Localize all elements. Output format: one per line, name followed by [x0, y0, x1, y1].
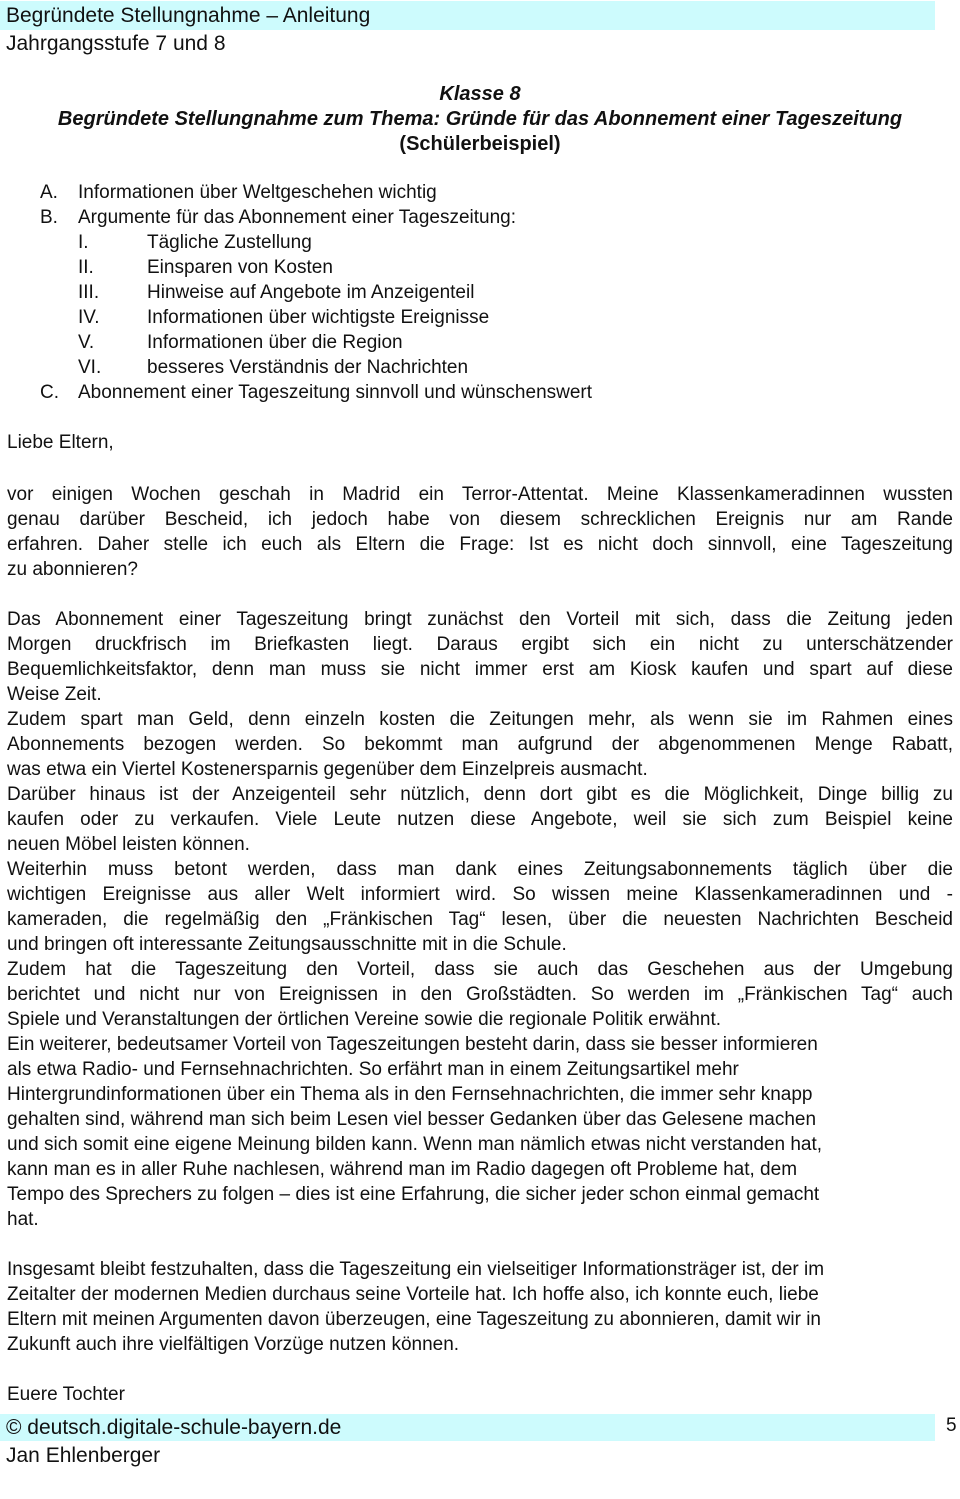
paragraph-gap: [7, 582, 953, 607]
outline-marker: II.: [78, 257, 94, 278]
outline-item: [0, 230, 960, 255]
outline-text: Informationen über Weltgeschehen wichtig: [78, 182, 437, 203]
outline-text: besseres Verständnis der Nachrichten: [147, 357, 469, 378]
outline-marker: I.: [78, 232, 89, 253]
paragraph: [7, 482, 953, 582]
outline-marker: V.: [78, 332, 95, 353]
text-line: Bequemlichkeitsfaktor, denn man muss sie nicht immer erst am Kiosk kaufen und spart auf diese: [7, 659, 953, 680]
text-line: Abonnements bezogen werden. So bekommt man aufgrund der abgenommenen Menge Rabatt,: [7, 734, 953, 755]
text-line: zu abonnieren?: [7, 559, 138, 580]
outline-item: [0, 380, 960, 405]
outline-item: [0, 305, 960, 330]
text-line: Zeitalter der modernen Medien durchaus seine Vorteile hat. Ich hoffe also, ich konnte euch, liebe: [7, 1284, 819, 1305]
text-line: kameraden, die regelmäßig den „Fränkischen Tag“ lesen, über die neuesten Nachrichten Bescheid: [7, 909, 953, 930]
heading-class: Klasse 8: [439, 83, 521, 105]
text-line: Hintergrundinformationen über ein Thema als in den Fernsehnachrichten, die immer sehr knapp: [7, 1084, 813, 1105]
outline-item: [0, 180, 960, 205]
outline-item: [0, 255, 960, 280]
outline-text: Abonnement einer Tageszeitung sinnvoll und wünschenswert: [78, 382, 593, 403]
page-number: 5: [946, 1415, 957, 1436]
paragraph: [7, 957, 953, 1032]
paragraph: [7, 1257, 953, 1357]
outline-item: [0, 355, 960, 380]
outline-marker: A.: [40, 182, 58, 203]
outline-marker: C.: [40, 382, 59, 403]
text-line: Weiterhin muss betont werden, dass man dank eines Zeitungsabonnements täglich über die: [7, 859, 953, 880]
text-line: was etwa ein Viertel Kostenersparnis gegenüber dem Einzelpreis ausmacht.: [7, 759, 648, 780]
footer-copyright: © deutsch.digitale-schule-bayern.de: [6, 1416, 342, 1439]
header-title: Begründete Stellungnahme – Anleitung: [6, 4, 371, 27]
text-line: wichtigen Ereignisse aus aller Welt informiert wird. So wissen meine Klassenkameradinnen und -: [7, 884, 953, 905]
outline-text: Hinweise auf Angebote im Anzeigenteil: [147, 282, 475, 303]
text-line: Zudem hat die Tageszeitung den Vorteil, dass sie auch das Geschehen aus der Umgebung: [7, 959, 953, 980]
text-line: Insgesamt bleibt festzuhalten, dass die Tageszeitung ein vielseitiger Informationsträger ist, der im: [7, 1259, 825, 1280]
heading-note: (Schülerbeispiel): [399, 133, 561, 155]
text-line: Eltern mit meinen Argumenten davon überzeugen, eine Tageszeitung zu abonnieren, damit wir in: [7, 1309, 821, 1330]
text-line: Morgen druckfrisch im Briefkasten liegt. Daraus ergibt sich ein nicht zu unterschätzender: [7, 634, 953, 655]
outline-text: Einsparen von Kosten: [147, 257, 333, 278]
text-line: gehalten sind, während man sich beim Lesen viel besser Gedanken über das Gelesene machen: [7, 1109, 817, 1130]
outline-text: Informationen über die Region: [147, 332, 403, 353]
paragraph: [7, 607, 953, 707]
outline: [0, 180, 960, 405]
letter-body: [7, 482, 953, 1357]
outline-marker: III.: [78, 282, 100, 303]
text-line: Tempo des Sprechers zu folgen – dies ist eine Erfahrung, die sicher jeder schon einmal gemacht: [7, 1184, 820, 1205]
text-line: erfahren. Daher stelle ich euch als Eltern die Frage: Ist es nicht doch sinnvoll, eine Tageszeitung: [7, 534, 953, 555]
text-line: Darüber hinaus ist der Anzeigenteil sehr nützlich, denn dort gibt es die Möglichkeit, Dinge billig zu: [7, 784, 953, 805]
outline-text: Argumente für das Abonnement einer Tageszeitung:: [78, 207, 516, 228]
text-line: genau darüber Bescheid, ich jedoch habe von diesem schrecklichen Ereignis nur am Rande: [7, 509, 953, 530]
paragraph: [7, 857, 953, 957]
header-subtitle: Jahrgangsstufe 7 und 8: [6, 32, 226, 55]
heading-topic: Begründete Stellungnahme zum Thema: Gründe für das Abonnement einer Tageszeitung: [57, 108, 903, 130]
paragraph-gap: [7, 1232, 953, 1257]
text-line: berichtet und nicht nur von Ereignissen in den Großstädten. So werden im „Fränkischen Tag“ auch: [7, 984, 953, 1005]
text-line: neuen Möbel leisten können.: [7, 834, 250, 855]
footer-author: Jan Ehlenberger: [6, 1444, 161, 1467]
outline-item: [0, 330, 960, 355]
outline-marker: IV.: [78, 307, 100, 328]
text-line: Spiele und Veranstaltungen der örtlichen Vereine sowie die regionale Politik erwähnt.: [7, 1009, 722, 1030]
text-line: vor einigen Wochen geschah in Madrid ein Terror-Attentat. Meine Klassenkameradinnen wussten: [7, 484, 953, 505]
outline-text: Tägliche Zustellung: [147, 232, 312, 253]
greeting: Liebe Eltern,: [7, 432, 114, 453]
text-line: kaufen oder zu verkaufen. Viele Leute nutzen diese Angebote, weil sie sich zum Beispiel keine: [7, 809, 953, 830]
paragraph: [7, 707, 953, 782]
text-line: Weise Zeit.: [7, 684, 102, 705]
text-line: und sich somit eine eigene Meinung bilden kann. Wenn man nämlich etwas nicht verstanden hat,: [7, 1134, 823, 1155]
outline-marker: VI.: [78, 357, 102, 378]
text-line: und bringen oft interessante Zeitungsausschnitte mit in die Schule.: [7, 934, 567, 955]
outline-text: Informationen über wichtigste Ereignisse: [147, 307, 490, 328]
text-line: Ein weiterer, bedeutsamer Vorteil von Tageszeitungen besteht darin, dass sie besser informieren: [7, 1034, 818, 1055]
closing: Euere Tochter: [7, 1384, 125, 1405]
text-line: hat.: [7, 1209, 39, 1230]
text-line: kann man es in aller Ruhe nachlesen, während man im Radio dagegen oft Probleme hat, dem: [7, 1159, 798, 1180]
text-line: als etwa Radio- und Fernsehnachrichten. So erfährt man in einem Zeitungsartikel mehr: [7, 1059, 739, 1080]
outline-item: [0, 280, 960, 305]
text-line: Zukunft auch ihre vielfältigen Vorzüge nutzen können.: [7, 1334, 460, 1355]
outline-marker: B.: [40, 207, 58, 228]
text-line: Zudem spart man Geld, denn einzeln kosten die Zeitungen mehr, als wenn sie im Rahmen eines: [7, 709, 953, 730]
paragraph: [7, 1032, 953, 1232]
paragraph: [7, 782, 953, 857]
text-line: Das Abonnement einer Tageszeitung bringt zunächst den Vorteil mit sich, dass die Zeitung jeden: [7, 609, 953, 630]
outline-item: [0, 205, 960, 230]
